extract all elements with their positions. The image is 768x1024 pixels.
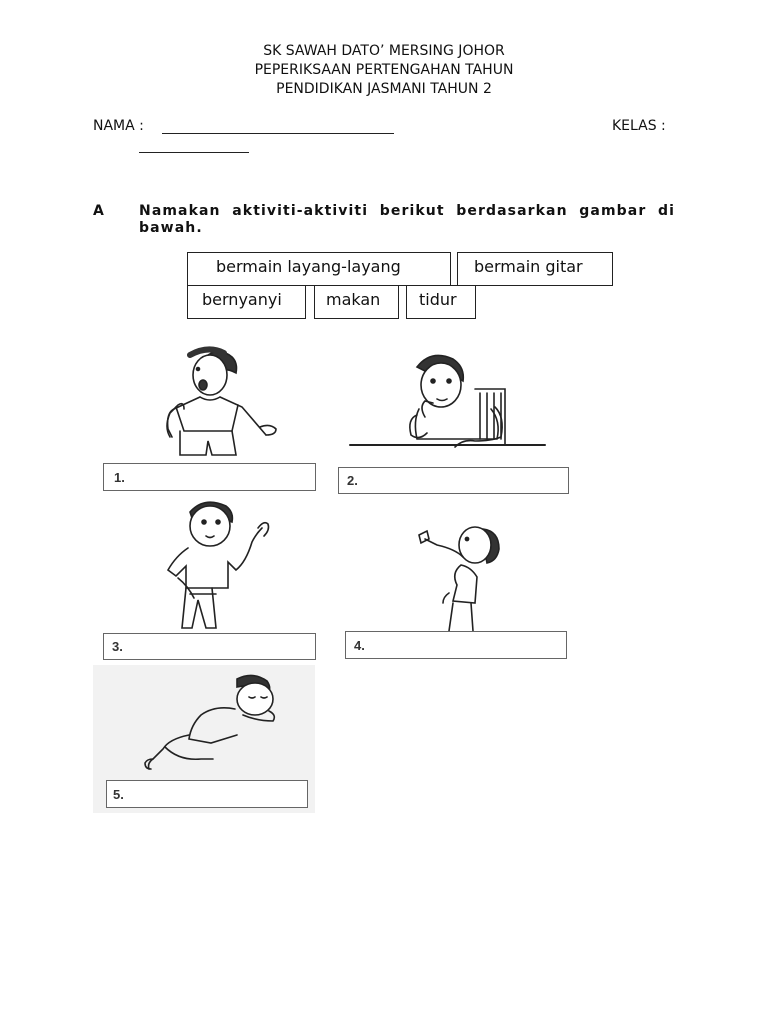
word-box-4 <box>314 285 399 319</box>
answer-box-5[interactable] <box>106 780 308 808</box>
word-box-2 <box>457 252 613 286</box>
school-name: SK SAWAH DATO’ MERSING JOHOR <box>263 43 505 59</box>
word-label: bermain layang-layang <box>216 257 401 276</box>
subject-title: PENDIDIKAN JASMANI TAHUN 2 <box>276 81 492 97</box>
picture-number: 5. <box>113 787 124 802</box>
boy-guitar-illustration <box>150 498 280 633</box>
exam-title: PEPERIKSAAN PERTENGAHAN TAHUN <box>254 62 514 78</box>
picture-1-singing <box>130 345 300 465</box>
picture-number: 1. <box>114 470 125 485</box>
answer-box-4[interactable] <box>345 631 567 659</box>
question-number: A <box>93 203 104 219</box>
word-label: bernyanyi <box>202 290 282 309</box>
boy-singing-illustration <box>130 345 300 465</box>
picture-number: 2. <box>347 473 358 488</box>
word-box-3 <box>187 285 306 319</box>
boy-kite-illustration <box>405 515 515 633</box>
picture-number: 3. <box>112 639 123 654</box>
question-text: Namakan aktiviti-aktiviti berikut berdasarkan gambar di bawah. <box>139 203 675 236</box>
nama-label: NAMA : <box>93 118 144 134</box>
word-box-5 <box>406 285 476 319</box>
boy-sleeping-illustration <box>93 665 315 780</box>
word-box-1 <box>187 252 451 286</box>
word-label: makan <box>326 290 381 309</box>
picture-4-kite <box>405 515 515 633</box>
answer-box-3[interactable] <box>103 633 316 660</box>
picture-3-guitar <box>150 498 280 633</box>
answer-box-2[interactable] <box>338 467 569 494</box>
picture-number: 4. <box>354 638 365 653</box>
kelas-blank[interactable] <box>139 152 249 153</box>
boy-eating-illustration <box>345 345 565 465</box>
picture-5-sleeping <box>93 665 315 813</box>
document-header <box>0 42 768 99</box>
word-label: bermain gitar <box>474 257 583 276</box>
kelas-label: KELAS : <box>612 118 666 134</box>
word-label: tidur <box>419 290 457 309</box>
picture-2-eating <box>345 345 565 465</box>
answer-box-1[interactable] <box>103 463 316 491</box>
nama-blank[interactable] <box>162 133 394 134</box>
